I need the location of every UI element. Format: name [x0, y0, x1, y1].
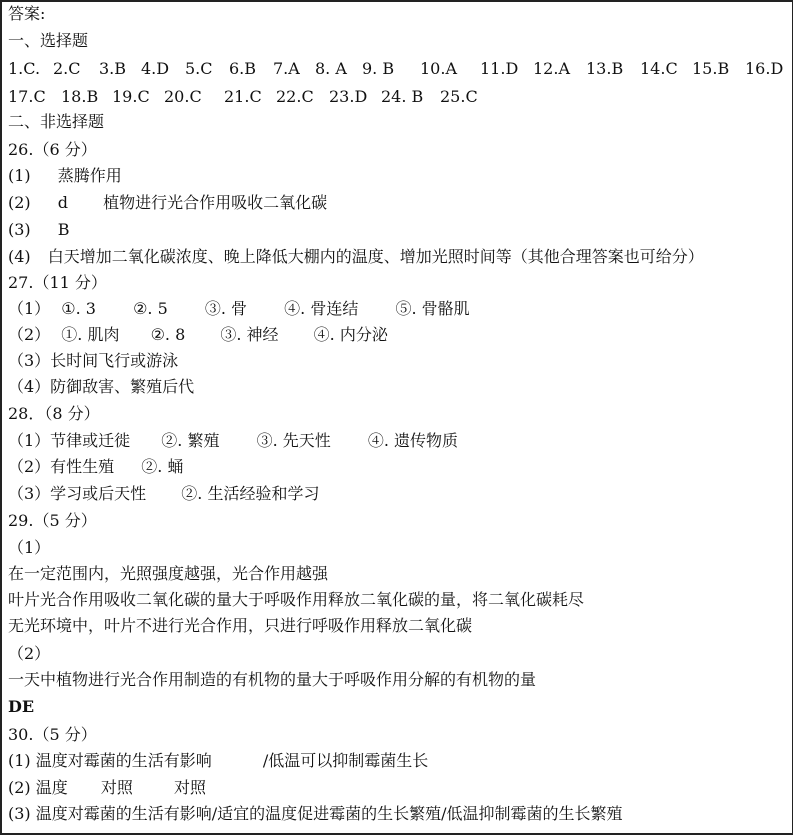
- mc-answer: 22.C: [276, 87, 314, 106]
- mc-answer: 6.B: [229, 59, 257, 78]
- mc-answer: 3.B: [99, 59, 127, 78]
- q27-a1-part: ②. 5: [133, 299, 168, 318]
- q26-answer-2: [8, 190, 327, 216]
- q28-answer-3: [8, 481, 319, 507]
- mc-answer: 2.C: [53, 59, 81, 78]
- q26-answer-1: [8, 163, 122, 189]
- mc-answer: 23.D: [329, 87, 368, 106]
- mc-answer: 19.C: [112, 87, 150, 106]
- q29-part-1-label: （1）: [8, 538, 51, 557]
- section-multiple-choice-title: 一、选择题: [8, 31, 89, 50]
- q26-a2-part-2: 植物进行光合作用吸收二氧化碳: [103, 193, 328, 212]
- mc-answer: 1.C.: [8, 59, 41, 78]
- q26-a2-num: (2): [8, 193, 31, 212]
- q27-title: 27.（11 分）: [8, 273, 107, 292]
- mc-answer: 20.C: [164, 87, 202, 106]
- q28-a1-part: ④. 遗传物质: [367, 431, 459, 450]
- q27-answer-4: （4）防御敌害、繁殖后代: [8, 377, 195, 396]
- q29-part-2-label: （2）: [8, 644, 51, 663]
- q26-a4-num: (4): [8, 247, 31, 266]
- mc-answer: 15.B: [692, 59, 730, 78]
- q27-a2-part: ④. 内分泌: [313, 325, 388, 344]
- mc-answer: 8. A: [315, 59, 347, 78]
- q26-a2-part-1: d: [57, 193, 69, 212]
- q26-a1-text: 蒸腾作用: [57, 166, 122, 185]
- q29-line-5: DE: [8, 697, 35, 716]
- q30-answer-1: [8, 748, 428, 774]
- q29-line-4: 一天中植物进行光合作用制造的有机物的量大于呼吸作用分解的有机物的量: [8, 670, 537, 689]
- q29-line-1: 在一定范围内，光照强度越强，光合作用越强: [8, 564, 329, 583]
- q28-a1-part: （1）节律或迁徙: [8, 431, 131, 450]
- q27-a1-part: ⑤. 骨骼肌: [395, 299, 470, 318]
- q28-a3-part: ②. 生活经验和学习: [181, 484, 320, 503]
- q26-answer-3: [8, 217, 70, 243]
- q27-a2-num: （2）: [8, 325, 51, 344]
- q27-answer-3: （3）长时间飞行或游泳: [8, 351, 179, 370]
- q27-answer-1: [8, 296, 470, 322]
- q27-a1-num: （1）: [8, 299, 51, 318]
- q27-a1-part: ①. 3: [61, 299, 96, 318]
- q26-a4-text: 白天增加二氧化碳浓度、晚上降低大棚内的温度、增加光照时间等（其他合理答案也可给分）: [47, 247, 704, 266]
- header-label: 答案:: [8, 4, 46, 23]
- q30-a1-part: /低温可以抑制霉菌生长: [262, 751, 429, 770]
- q28-a2-part: ②. 蛹: [141, 457, 184, 476]
- q30-a1-part: (1) 温度对霉菌的生活有影响: [8, 751, 212, 770]
- q28-a3-part: （3）学习或后天性: [8, 484, 147, 503]
- q27-a2-part: ③. 神经: [220, 325, 279, 344]
- q27-a1-part: ④. 骨连结: [284, 299, 359, 318]
- mc-answer: 9. B: [362, 59, 395, 78]
- mc-answer: 7.A: [273, 59, 300, 78]
- mc-answer: 17.C: [8, 87, 46, 106]
- q30-a2-part: (2) 温度: [8, 778, 68, 797]
- q30-answer-2: [8, 775, 206, 801]
- mc-answer: 14.C: [640, 59, 678, 78]
- q26-answer-4: [8, 244, 704, 270]
- q27-answer-2: [8, 322, 388, 348]
- q30-a2-part: 对照: [100, 778, 133, 797]
- q27-a2-part: ②. 8: [150, 325, 186, 344]
- mc-answer: 5.C: [185, 59, 213, 78]
- q30-a2-part: 对照: [173, 778, 206, 797]
- q30-answer-3: (3) 温度对霉菌的生活有影响/适宜的温度促进霉菌的生长繁殖/低温抑制霉菌的生长繁殖: [8, 804, 623, 823]
- q29-line-2: 叶片光合作用吸收二氧化碳的量大于呼吸作用释放二氧化碳的量，将二氧化碳耗尽: [8, 590, 585, 609]
- q29-title: 29.（5 分）: [8, 511, 97, 530]
- mc-answer: 12.A: [533, 59, 570, 78]
- q27-a1-part: ③. 骨: [204, 299, 248, 318]
- mc-answer: 4.D: [141, 59, 170, 78]
- q29-line-3: 无光环境中，叶片不进行光合作用，只进行呼吸作用释放二氧化碳: [8, 616, 473, 635]
- mc-answer: 25.C: [440, 87, 478, 106]
- q26-title: 26.（6 分）: [8, 140, 97, 159]
- mc-answer: 16.D: [745, 59, 784, 78]
- q28-a1-part: ②. 繁殖: [161, 431, 220, 450]
- mc-answer: 24. B: [381, 87, 424, 106]
- q28-a1-part: ③. 先天性: [256, 431, 331, 450]
- q30-title: 30.（5 分）: [8, 725, 97, 744]
- q28-answer-1: [8, 428, 458, 454]
- mc-answer: 18.B: [61, 87, 99, 106]
- q26-a1-num: (1): [8, 166, 31, 185]
- mc-answer: 10.A: [420, 59, 457, 78]
- q26-a3-text: B: [57, 220, 70, 239]
- q26-a3-num: (3): [8, 220, 31, 239]
- mc-answer: 21.C: [224, 87, 262, 106]
- mc-answer: 11.D: [480, 59, 519, 78]
- q28-title: 28．（8 分）: [8, 404, 100, 423]
- q28-a2-part: （2）有性生殖: [8, 457, 115, 476]
- q27-a2-part: ①. 肌肉: [61, 325, 120, 344]
- section-non-choice-title: 二、非选择题: [8, 112, 105, 131]
- q28-answer-2: [8, 454, 183, 480]
- mc-answer: 13.B: [586, 59, 624, 78]
